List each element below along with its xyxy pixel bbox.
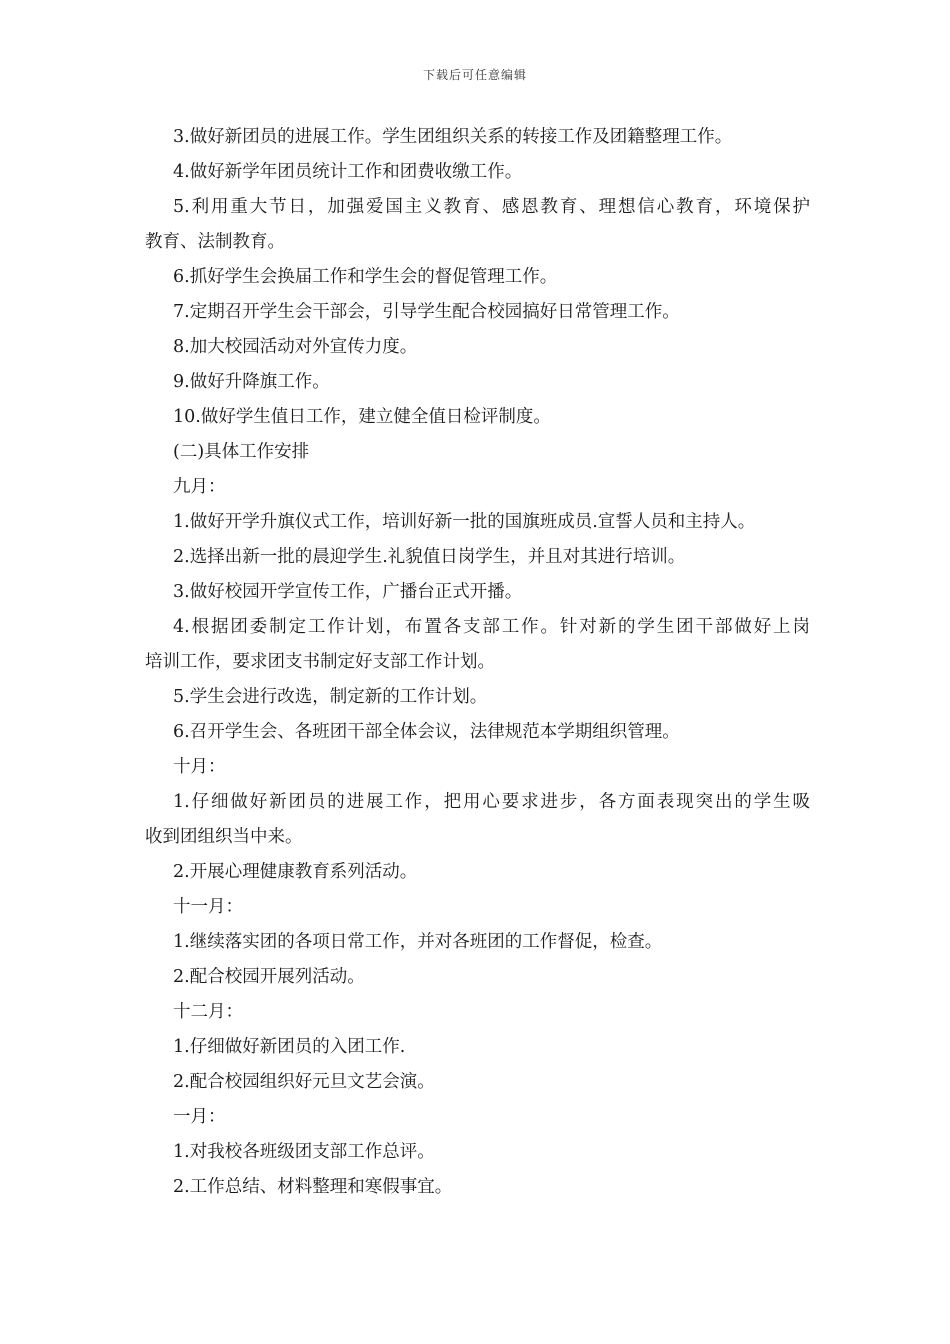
document-body bbox=[145, 120, 810, 1205]
paragraph-line: 2.选择出新一批的晨迎学生.礼貌值日岗学生，并且对其进行培训。 bbox=[173, 547, 686, 567]
paragraph-line: 4.做好新学年团员统计工作和团费收缴工作。 bbox=[173, 162, 523, 182]
paragraph-line: 9.做好升降旗工作。 bbox=[173, 372, 330, 392]
paragraph-line: 培训工作，要求团支书制定好支部工作计划。 bbox=[145, 652, 495, 672]
paragraph-line: 7.定期召开学生会干部会，引导学生配合校园搞好日常管理工作。 bbox=[173, 302, 680, 322]
paragraph-line: 5.利用重大节日，加强爱国主义教育、感恩教育、理想信心教育，环境保护 bbox=[173, 197, 810, 217]
paragraph-line: 4.根据团委制定工作计划，布置各支部工作。针对新的学生团干部做好上岗 bbox=[173, 617, 810, 637]
paragraph-line: 1.仔细做好新团员的入团工作. bbox=[173, 1037, 406, 1057]
paragraph-line: 10.做好学生值日工作，建立健全值日检评制度。 bbox=[173, 407, 551, 427]
paragraph-line: 6.召开学生会、各班团干部全体会议，法律规范本学期组织管理。 bbox=[173, 722, 680, 742]
paragraph-line: 2.工作总结、材料整理和寒假事宜。 bbox=[173, 1177, 453, 1197]
paragraph-line: 3.做好新团员的进展工作。学生团组织关系的转接工作及团籍整理工作。 bbox=[173, 127, 733, 147]
paragraph-line: 2.配合校园组织好元旦文艺会演。 bbox=[173, 1072, 435, 1092]
page-header: 下载后可任意编辑 bbox=[422, 68, 527, 82]
paragraph-line: 1.做好开学升旗仪式工作，培训好新一批的国旗班成员.宣誓人员和主持人。 bbox=[173, 512, 756, 532]
paragraph-line: 教育、法制教育。 bbox=[145, 232, 285, 252]
paragraph-line: 十月： bbox=[173, 757, 226, 777]
paragraph-line: 十一月： bbox=[173, 897, 243, 917]
paragraph-line: 1.对我校各班级团支部工作总评。 bbox=[173, 1142, 435, 1162]
paragraph-line: (二)具体工作安排 bbox=[173, 442, 310, 462]
paragraph-line: 3.做好校园开学宣传工作，广播台正式开播。 bbox=[173, 582, 523, 602]
paragraph-line: 十二月： bbox=[173, 1002, 243, 1022]
paragraph-line: 收到团组织当中来。 bbox=[145, 827, 303, 847]
paragraph-line: 8.加大校园活动对外宣传力度。 bbox=[173, 337, 418, 357]
paragraph-line: 1.仔细做好新团员的进展工作，把用心要求进步，各方面表现突出的学生吸 bbox=[173, 792, 810, 812]
paragraph-line: 九月： bbox=[173, 477, 226, 497]
paragraph-line: 5.学生会进行改选，制定新的工作计划。 bbox=[173, 687, 488, 707]
paragraph-line: 一月： bbox=[173, 1107, 226, 1127]
paragraph-line: 6.抓好学生会换届工作和学生会的督促管理工作。 bbox=[173, 267, 558, 287]
paragraph-line: 2.开展心理健康教育系列活动。 bbox=[173, 862, 418, 882]
paragraph-line: 2.配合校园开展列活动。 bbox=[173, 967, 365, 987]
paragraph-line: 1.继续落实团的各项日常工作，并对各班团的工作督促，检查。 bbox=[173, 932, 663, 952]
